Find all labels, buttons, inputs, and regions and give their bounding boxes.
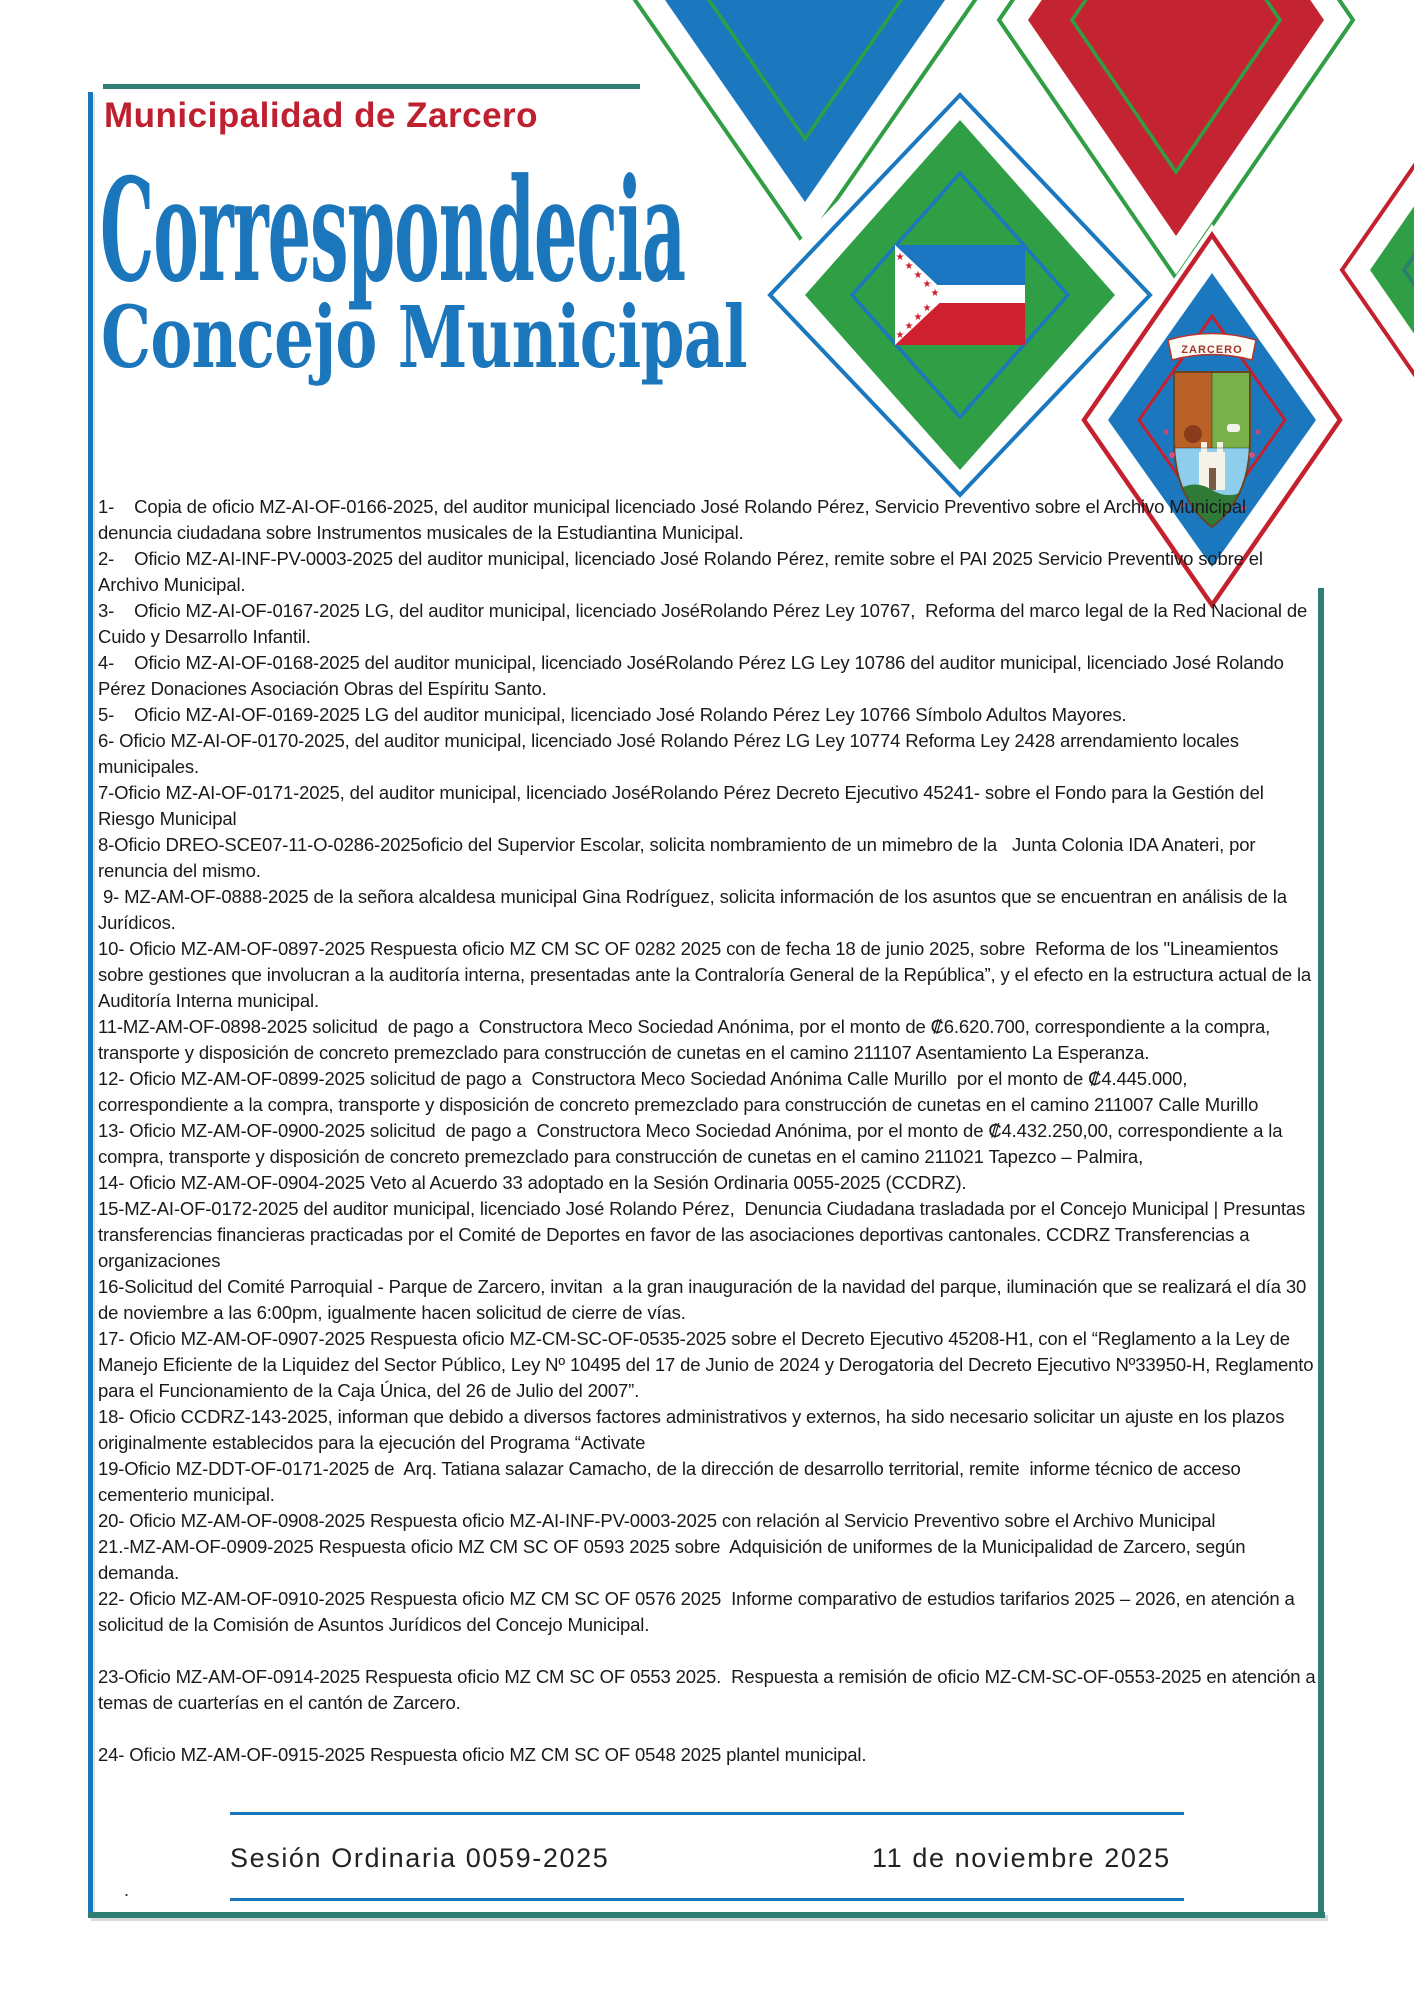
svg-text:★: ★: [904, 321, 914, 332]
list-item: 1- Copia de oficio MZ-AI-OF-0166-2025, del auditor municipal licenciado José Rolando Pérez, Servicio Preventivo sobre el Archivo Municipal denuncia ciudadana sobre Instrumentos musicales de la Estudiantina Municipal.: [98, 496, 1252, 543]
list-item: 24- Oficio MZ-AM-OF-0915-2025 Respuesta oficio MZ CM SC OF 0548 2025 plantel municipal.: [98, 1744, 867, 1765]
svg-text:★: ★: [930, 288, 940, 299]
org-name: Municipalidad de Zarcero: [104, 96, 539, 135]
session-label: Sesión Ordinaria 0059-2025: [230, 1843, 610, 1873]
list-item: 3- Oficio MZ-AI-OF-0167-2025 LG, del auditor municipal, licenciado JoséRolando Pérez Ley 10767, Reforma del marco legal de la Red Nacional de Cuido y Desarrollo Infantil.: [98, 600, 1313, 647]
footer-rule-top: [230, 1812, 1184, 1815]
list-item: 11-MZ-AM-OF-0898-2025 solicitud de pago a Constructora Meco Sociedad Anónima, por el monto de ₡6.620.700, correspondiente a la compra, transporte y disposición de concreto premezclado para construcción de cunetas en el camino 211107 Asentamiento La Esperanza.: [98, 1016, 1276, 1063]
page-subtitle: Concejo Municipal: [101, 288, 747, 388]
list-item: 16-Solicitud del Comité Parroquial - Parque de Zarcero, invitan a la gran inauguración de la navidad del parque, iluminación que se realizará el día 30 de noviembre a las 6:00pm, igualmente hacen solicitud de cierre de vías.: [98, 1276, 1312, 1323]
list-item: 20- Oficio MZ-AM-OF-0908-2025 Respuesta oficio MZ-AI-INF-PV-0003-2025 con relación al Servicio Preventivo sobre el Archivo Municipal: [98, 1510, 1216, 1531]
svg-text:★: ★: [895, 330, 905, 341]
list-item: 17- Oficio MZ-AM-OF-0907-2025 Respuesta oficio MZ-CM-SC-OF-0535-2025 sobre el Decreto Ejecutivo 45208-H1, con el “Reglamento a la Ley de Manejo Eficiente de la Liquidez del Sector Público, Ley Nº 10495 del 17 de Junio de 2024 y Derogatoria del Decreto Ejecutivo Nº33950-H, Reglamento para el Funcionamiento de la Caja Única, del 26 de Julio del 2007”.: [98, 1328, 1319, 1401]
list-item: 4- Oficio MZ-AI-OF-0168-2025 del auditor municipal, licenciado JoséRolando Pérez LG Ley 10786 del auditor municipal, licenciado José Rolando Pérez Donaciones Asociación Obras del Espíritu Santo.: [98, 652, 1289, 699]
list-item: 19-Oficio MZ-DDT-OF-0171-2025 de Arq. Tatiana salazar Camacho, de la dirección de desarrollo territorial, remite informe técnico de acceso cementerio municipal.: [98, 1458, 1246, 1505]
footer-rule-bottom: [230, 1898, 1184, 1901]
svg-text:★: ★: [904, 261, 914, 272]
list-item: 10- Oficio MZ-AM-OF-0897-2025 Respuesta oficio MZ CM SC OF 0282 2025 con de fecha 18 de junio 2025, sobre Reforma de los "Lineamientos sobre gestiones que involucran a la auditoría interna, presentadas ante la Contraloría General de la República”, y el efecto en la estructura actual de la Auditoría Interna municipal.: [98, 938, 1316, 1011]
frame-left-border: [88, 92, 93, 1913]
list-item: 6- Oficio MZ-AI-OF-0170-2025, del auditor municipal, licenciado José Rolando Pérez LG Ley 10774 Reforma Ley 2428 arrendamiento locales municipales.: [98, 730, 1244, 777]
zarcero-flag-icon: [895, 245, 1025, 345]
svg-text:★: ★: [922, 303, 932, 314]
list-item: 2- Oficio MZ-AI-INF-PV-0003-2025 del auditor municipal, licenciado José Rolando Pérez, remite sobre el PAI 2025 Servicio Preventivo sobre el Archivo Municipal.: [98, 548, 1267, 595]
stray-dot: .: [124, 1880, 130, 1900]
list-item: 15-MZ-AI-OF-0172-2025 del auditor municipal, licenciado José Rolando Pérez, Denuncia Ciudadana trasladada por el Concejo Municipal | Presuntas transferencias financieras practicadas por el Comité de Deportes en favor de las asociaciones deportivas cantonales. CCDRZ Transferencias a organizaciones: [98, 1198, 1311, 1271]
list-item: 18- Oficio CCDRZ-143-2025, informan que debido a diversos factores administrativos y externos, ha sido necesario solicitar un ajuste en los plazos originalmente establecidos para la ejecución del Programa “Activate: [98, 1406, 1290, 1453]
svg-text:★: ★: [913, 312, 923, 323]
list-item: 23-Oficio MZ-AM-OF-0914-2025 Respuesta oficio MZ CM SC OF 0553 2025. Respuesta a remisión de oficio MZ-CM-SC-OF-0553-2025 en atención a temas de cuarterías en el cantón de Zarcero.: [98, 1666, 1321, 1713]
list-item: 13- Oficio MZ-AM-OF-0900-2025 solicitud de pago a Constructora Meco Sociedad Anónima, por el monto de ₡4.432.250,00, correspondiente a la compra, transporte y disposición de concreto premezclado para construcción de cunetas en el camino 211021 Tapezco – Palmira,: [98, 1120, 1288, 1167]
correspondence-list: [98, 494, 1320, 1768]
svg-text:★: ★: [895, 252, 905, 263]
svg-text:★: ★: [913, 270, 923, 281]
list-item: 9- MZ-AM-OF-0888-2025 de la señora alcaldesa municipal Gina Rodríguez, solicita información de los asuntos que se encuentran en análisis de la Jurídicos.: [98, 886, 1292, 933]
list-item: 12- Oficio MZ-AM-OF-0899-2025 solicitud de pago a Constructora Meco Sociedad Anónima Calle Murillo por el monto de ₡4.445.000, correspondiente a la compra, transporte y disposición de concreto premezclado para construcción de cunetas en el camino 211007 Calle Murillo: [98, 1068, 1259, 1115]
svg-text:★: ★: [922, 279, 932, 290]
list-item: 14- Oficio MZ-AM-OF-0904-2025 Veto al Acuerdo 33 adoptado en la Sesión Ordinaria 0055-2025 (CCDRZ).: [98, 1172, 967, 1193]
list-item: 22- Oficio MZ-AM-OF-0910-2025 Respuesta oficio MZ CM SC OF 0576 2025 Informe comparativo de estudios tarifarios 2025 – 2026, en atención a solicitud de la Comisión de Asuntos Jurídicos del Concejo Municipal.: [98, 1588, 1300, 1635]
list-item: 7-Oficio MZ-AI-OF-0171-2025, del auditor municipal, licenciado JoséRolando Pérez Decreto Ejecutivo 45241- sobre el Fondo para la Gestión del Riesgo Municipal: [98, 782, 1269, 829]
list-item: 5- Oficio MZ-AI-OF-0169-2025 LG del auditor municipal, licenciado José Rolando Pérez Ley 10766 Símbolo Adultos Mayores.: [98, 704, 1127, 725]
list-item: 21.-MZ-AM-OF-0909-2025 Respuesta oficio MZ CM SC OF 0593 2025 sobre Adquisición de uniformes de la Municipalidad de Zarcero, según demanda.: [98, 1536, 1251, 1583]
session-date: 11 de noviembre 2025: [872, 1843, 1171, 1873]
list-item: 8-Oficio DREO-SCE07-11-O-0286-2025oficio del Supervior Escolar, solicita nombramiento de un mimebro de la Junta Colonia IDA Anateri, por renuncia del mismo.: [98, 834, 1261, 881]
frame-bottom-border: [88, 1912, 1325, 1918]
page-title: Correspondecia: [100, 148, 686, 314]
crest-banner-text: ZARCERO: [1181, 344, 1243, 356]
